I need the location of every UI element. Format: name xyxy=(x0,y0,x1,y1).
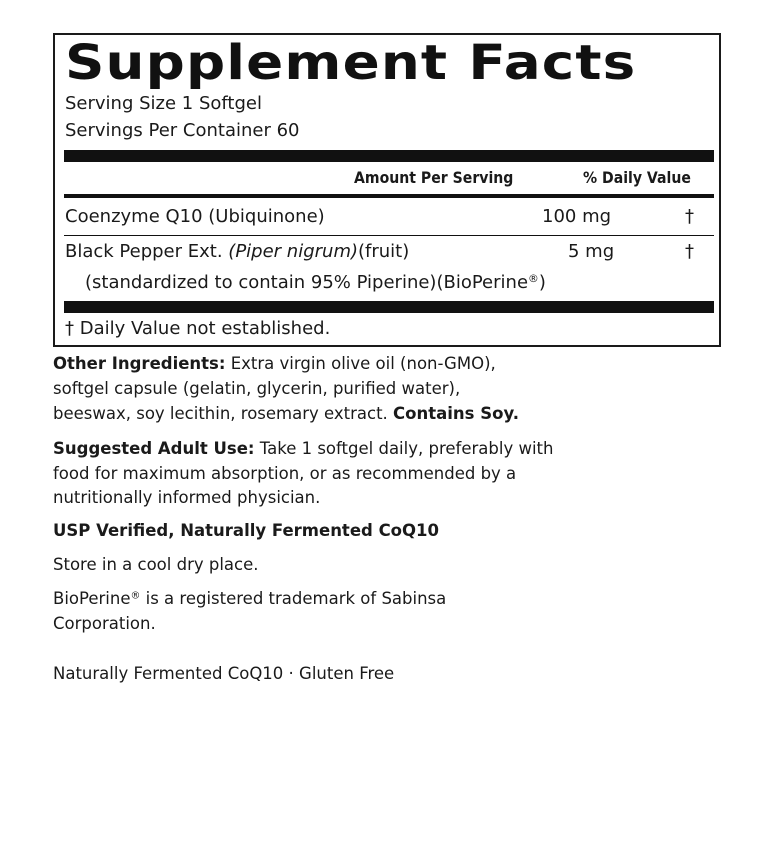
ingredient-detail-close: ) xyxy=(538,272,546,293)
ingredient-name: Coenzyme Q10 (Ubiquinone) xyxy=(65,206,325,227)
other-ingredients-text: Extra virgin olive oil (non-GMO), xyxy=(225,354,496,373)
serving-size: Serving Size 1 Softgel xyxy=(65,93,262,114)
suggested-use-text: Take 1 softgel daily, preferably with xyxy=(254,439,554,458)
ingredient-daily-value: † xyxy=(685,206,694,227)
header-amount-per-serving: Amount Per Serving xyxy=(354,168,514,187)
other-ingredients-line xyxy=(53,352,496,375)
ingredient-amount: 100 mg xyxy=(542,206,612,227)
header-daily-value: % Daily Value xyxy=(583,168,691,187)
suggested-use-label: Suggested Adult Use: xyxy=(53,439,255,458)
ingredient-amount: 5 mg xyxy=(568,241,615,262)
other-ingredients-line xyxy=(53,402,519,425)
trademark-line xyxy=(53,587,446,610)
suggested-use-line: nutritionally informed physician. xyxy=(53,488,321,507)
ingredient-name-prefix: Black Pepper Ext. xyxy=(65,241,229,262)
ingredient-detail-text: (standardized to contain 95% Piperine)(BioPerine xyxy=(85,272,529,293)
supplement-facts-panel xyxy=(53,33,721,347)
ingredient-latin-name: (Piper nigrum) xyxy=(228,241,358,262)
other-ingredients-text: beeswax, soy lecithin, rosemary extract. xyxy=(53,404,394,423)
usp-statement-text: USP Verified, Naturally Fermented CoQ10 xyxy=(53,521,440,540)
daily-value-footnote: † Daily Value not established. xyxy=(65,318,331,339)
facts-title: Supplement Facts xyxy=(65,35,637,91)
trademark-brand: BioPerine xyxy=(53,589,131,608)
allergen-statement: Contains Soy. xyxy=(393,404,519,423)
thick-divider-bottom xyxy=(64,301,714,313)
ingredient-part: (fruit) xyxy=(358,241,410,262)
usp-statement xyxy=(53,519,439,542)
trademark-line: Corporation. xyxy=(53,614,156,633)
suggested-use-line: food for maximum absorption, or as recommended by a xyxy=(53,464,517,483)
other-ingredients-line: softgel capsule (gelatin, glycerin, purified water), xyxy=(53,379,461,398)
storage-statement: Store in a cool dry place. xyxy=(53,555,259,574)
tagline: Naturally Fermented CoQ10 · Gluten Free xyxy=(53,664,395,683)
trademark-text: is a registered trademark of Sabinsa xyxy=(140,589,447,608)
thick-divider-top xyxy=(64,150,714,162)
servings-per-container: Servings Per Container 60 xyxy=(65,120,300,141)
ingredient-daily-value: † xyxy=(685,241,694,262)
other-ingredients-label: Other Ingredients: xyxy=(53,354,226,373)
row-divider xyxy=(64,235,714,236)
suggested-use-line xyxy=(53,437,553,460)
medium-divider xyxy=(64,194,714,198)
ingredient-detail xyxy=(85,271,546,295)
ingredient-name xyxy=(65,240,409,264)
registered-mark: ® xyxy=(130,590,141,602)
registered-mark: ® xyxy=(528,272,539,286)
